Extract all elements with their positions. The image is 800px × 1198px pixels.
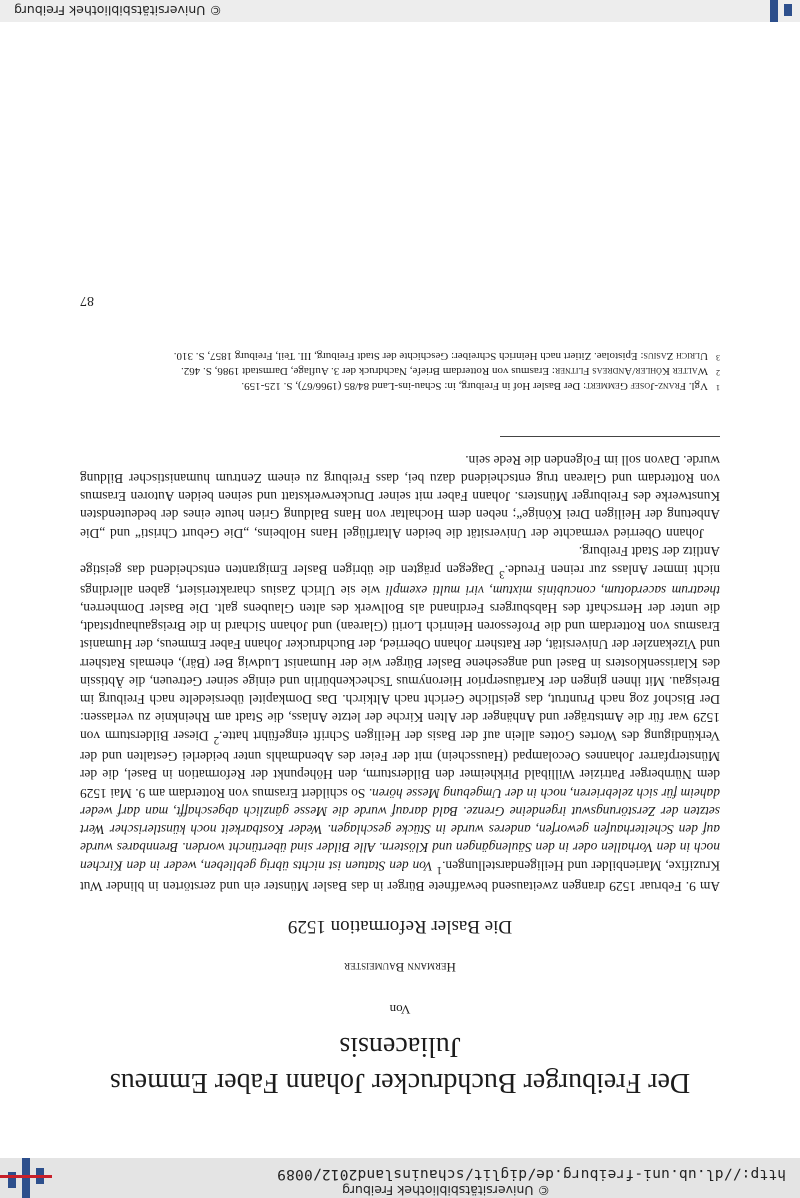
paragraph-2: Johann Oberried vermachte der Universität die beiden Altarflügel Hans Holbeins, „Die Geburt Christi“ und „Die Anbetung der Heiligen Drei Könige“; neben dem Hochaltar von Hans Baldung Grien heute eines der bedeutendsten Kunstwerke des Freiburger Münsters. Johann Faber mit seiner Druckerwerkstatt und seinen beiden Autoren Erasmus von Rotterdam und Glarean trug entscheidend dazu bei, dass Freiburg zu einem Zentrum humanistischer Bildung wurde. Davon soll im Folgenden die Rede sein.: [80, 452, 720, 541]
library-logo-small-icon: [748, 0, 800, 22]
article-title-line2: Juliacensis: [339, 1030, 461, 1062]
footnote-ref-1[interactable]: 1: [436, 864, 443, 876]
paragraph-1: Am 9. Februar 1529 drangen zweitausend bewaffnete Bürger in das Basler Münster ein und zerstörten in blinder Wut Kruzifixe, Marienbilder und Heiligendarstellungen.$^1$ Von den Statuen ist nichts übrig geblieben, weder in den Kirchen noch in den Vorhallen oder in den Säulengängen und Klöstern. Alle Bilder sind übertüncht worden. Brennbares wurde auf den Scheiterhaufen geworfen, anderes wurde in Stücke geschlagen. Weder Kostbarkeit noch künstlerischer Wert setzten der Zerstörungswut irgendeine Grenze. Bald darauf wurde die Messe gänzlich abgeschafft, man darf weder daheim für sich zelebrieren, noch in der Umgebung Messe hören. So schildert Erasmus von Rotterdam am 9. Mai 1529 dem Nürnberger Patrizier Willibald Pirkheimer den Bildersturm, den Höhepunkt der Reformation in Basel, die der Münsterpfarrer Johannes Oecolampad (Hausschein) mit der Feier des Abendmahls unter beiderlei Gestalten und der Verkündigung des Wortes Gottes allein auf der Basis der Heiligen Schrift eingeführt hatte.$^2$ Dieser Bildersturm von 1529 war für die Amtsträger und Anhänger der Alten Kirche der letzte Anlass, die Stadt am Rheinknie zu verlassen: Der Bischof zog nach Pruntrut, das geistliche Gericht nach Altkirch. Das Domkapitel übersiedelte nach Freiburg im Breisgau. Mit ihnen gingen der Kartäuserprior Hieronymus Tscheckenbürlin und einige seiner Getreuen, die Äbtissin des Klarissenklosters in Basel und angesehene Basler Bürger wie der Humanist Ludwig Ber (Bär), ehemals Ratsherr und Vizekanzler der Universität, der Ratsherr Johann Oberried, der Buchdrucker Johann Faber Emmeus, der Humanist Erasmus von Rotterdam und die Professoren Heinrich Loriti (Glarean) und Johann Sichard in die Breisgauhauptstadt, die unter der Herrschaft des Habsburgers Ferdinand als Bollwerk des alten Glaubens galt. Die Basler Domherren, theatrum sacerdotum, concubinis mixtum, viri multi exempli wie sie Ulrich Zasius charakterisiert, gaben allerdings nicht immer Anlass zur reinen Freude.$^3$ Dagegen prägten die übrigen Basler Emigranten entscheidend das geistige Antlitz der Stadt Freiburg.: [80, 543, 720, 895]
footnotes: [80, 348, 720, 391]
viewer-bottom-bar: [0, 0, 800, 22]
footnote-2: 2 Walter Köhler/Andreas Flitner: Erasmus von Rotterdam Briefe, Nachdruck der 3. Auflage, Darmstadt 1986, S. 462.: [180, 364, 720, 377]
footnote-3: 3 Ulrich Zasius: Epistolae. Zitiert nach Heinrich Schreiber: Geschichte der Stadt Freiburg, III. Teil, Freiburg 1857, S. 310.: [173, 350, 720, 363]
footnote-1: 1 Vgl. Franz-Josef Gemmert: Der Basler Hof in Freiburg, in: Schau-ins-Land 84/85 (1966/67), S. 125-159.: [241, 379, 720, 392]
article-title-line1: Der Freiburger Buchdrucker Johann Faber Emmeus: [109, 1067, 691, 1098]
source-url-link[interactable]: http://dl.ub.uni-freiburg.de/diglit/schauinsland2012/0089: [277, 1166, 786, 1182]
footnote-ref-2[interactable]: 2: [213, 734, 220, 746]
document-page: [80, 292, 720, 1138]
article-title: [80, 1027, 720, 1100]
bottom-bar-copyright: © Universitätsbibliothek Freiburg: [14, 3, 222, 18]
viewer-top-bar: [0, 1158, 800, 1198]
section-heading: Die Basler Reformation 1529: [287, 916, 513, 938]
byline-von: Von: [389, 1002, 411, 1018]
top-bar-copyright: © Universitätsbibliothek Freiburg: [342, 1183, 550, 1198]
page-number: 87: [80, 293, 94, 309]
body-text: [80, 451, 720, 896]
library-logo-icon: [0, 1158, 52, 1198]
footnote-divider: [500, 436, 720, 437]
author-name: Hermann Baumeister: [344, 960, 456, 976]
footnote-ref-3[interactable]: 3: [499, 567, 505, 580]
